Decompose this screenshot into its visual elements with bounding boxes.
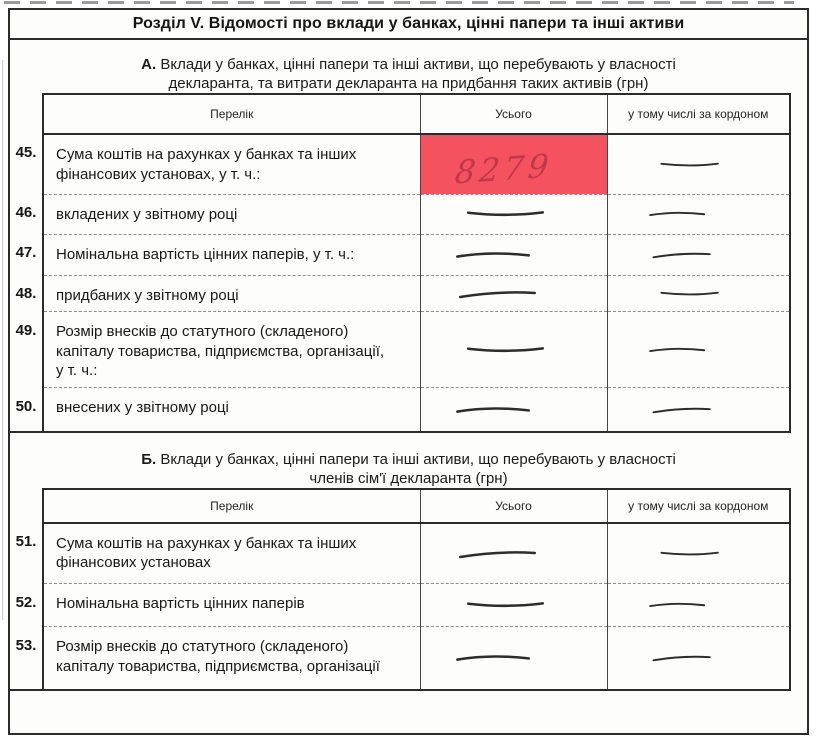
handwritten-dash [456,286,538,301]
cell-abroad [607,523,790,584]
row-number: 51. [15,532,37,550]
cell-total [420,275,607,312]
column-header-usogo: Усього [420,489,607,523]
row-number: 45. [15,144,37,161]
row-label: Розмір внесків до статутного (складеного) капіталу товариства, підприємства, організації, у т. ч.: [43,312,420,388]
scan-artifact-top-streak [4,1,794,4]
handwritten-dash [651,652,713,665]
cell-total [420,627,607,690]
row-number: 49. [15,321,37,339]
table-row [10,134,790,194]
table-row [10,312,790,388]
row-label: вкладених у звітному році [43,194,420,234]
handwritten-dash [456,546,538,561]
table-row [10,275,790,312]
handwritten-dash [659,287,721,299]
table-row [10,388,790,432]
section-a-heading [111,55,706,93]
declarant-assets-table [10,93,791,433]
row-label: Номінальна вартість цінних паперів [43,584,420,627]
handwritten-value: 8279 [452,146,555,192]
cell-abroad [607,388,790,432]
handwritten-dash [464,342,546,356]
table-row [10,234,790,275]
handwritten-dash [659,158,721,170]
table-b-header [10,489,790,523]
section-a-heading-line2: декларанта, та витрати декларанта на придбання таких активів (грн) [168,75,649,92]
cell-abroad [607,312,790,388]
handwritten-dash [464,206,546,220]
cell-total [420,194,607,234]
column-header-abroad: у тому числі за кордоном [607,94,790,134]
row-label: внесених у звітному році [43,388,420,432]
cell-total [420,584,607,627]
row-label: Сума коштів на рахунках у банках та інших фінансових установах, у т. ч.: [43,134,420,194]
section-b-heading-line2: членів сім'ї декларанта (грн) [309,469,508,487]
cell-abroad [607,275,790,312]
page-title: Розділ V. Відомості про вклади у банках, цінні папери та інші активи [10,10,807,40]
table-row [10,523,790,584]
cell-abroad [607,584,790,627]
table-row [10,584,790,627]
row-label: Сума коштів на рахунках у банках та інших фінансових установах [43,523,420,584]
row-number: 48. [15,285,37,302]
cell-abroad [607,134,790,194]
handwritten-dash [647,344,709,356]
cell-total [420,523,607,584]
cell-abroad [607,194,790,234]
row-label: Розмір внесків до статутного (складеного) капіталу товариства, підприємства, організації [43,627,420,690]
row-number: 52. [15,593,37,611]
column-header-usogo: Усього [420,94,607,134]
table-a-body [10,134,790,432]
cell-abroad [607,234,790,275]
table-row [10,194,790,234]
family-assets-table [10,488,791,691]
table-row [10,627,790,690]
cell-abroad [607,627,790,690]
handwritten-dash [647,599,709,611]
cell-total [420,234,607,275]
header-number-spacer [10,489,43,523]
section-b-heading [111,450,706,488]
row-number: 46. [15,204,37,221]
scan-artifact-left-line [2,60,3,620]
column-header-abroad: у тому числі за кордоном [607,489,790,523]
section-b-letter: Б. [141,450,157,468]
handwritten-dash [651,403,713,416]
row-label: придбаних у звітному році [43,275,420,312]
section-b-heading-line1: Б. Вклади у банках, цінні папери та інші активи, що перебувають у власності [141,450,676,468]
row-label: Номінальна вартість цінних паперів, у т. ч.: [43,234,420,275]
header-number-spacer [10,94,43,134]
table-a-header [10,94,790,134]
column-header-perelik: Перелік [43,94,420,134]
handwritten-dash [452,248,534,262]
row-number: 53. [10,627,43,690]
cell-total [420,388,607,432]
handwritten-dash [659,547,721,559]
row-number: 50. [10,388,43,432]
handwritten-dash [651,248,713,261]
cell-total [420,134,607,194]
section-a-letter: А. [141,56,157,73]
handwritten-dash [647,208,709,220]
table-b-body [10,523,790,690]
section-a-heading-line1: А. Вклади у банках, цінні папери та інші активи, що перебувають у власності [141,56,676,73]
handwritten-dash [452,402,534,416]
row-number: 47. [15,244,37,261]
handwritten-dash [452,651,534,665]
column-header-perelik: Перелік [43,489,420,523]
cell-total [420,312,607,388]
form-frame [8,8,809,735]
handwritten-dash [464,597,546,611]
